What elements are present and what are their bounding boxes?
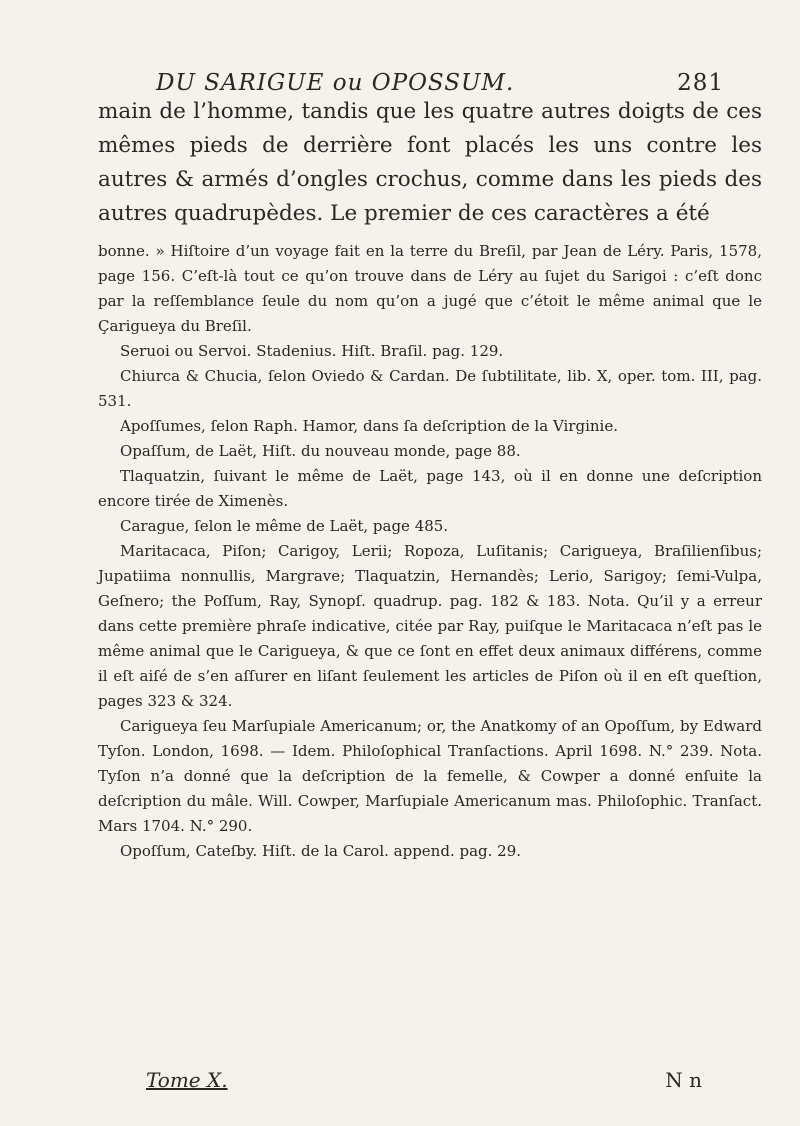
- page-body: [98, 95, 762, 864]
- lead-paragraph: main de l’homme, tandis que les quatre autres doigts de ces mêmes pieds de derrière font placés les uns contre les autres & armés d’ongles crochus, comme dans les pieds des autres quadrupèdes. Le premier de ces caractères a été: [98, 99, 762, 226]
- signature-mark: N n: [665, 1068, 702, 1092]
- volume-label: Tome X.: [146, 1068, 228, 1092]
- footnotes: [98, 239, 762, 864]
- note-paragraph: Tlaquatzin, ſuivant le même de Laët, page 143, où il en donne une deſcription encore tirée de Ximenès.: [98, 467, 762, 510]
- note-paragraph: Carague, ſelon le même de Laët, page 485.: [120, 517, 449, 535]
- note-paragraph: Opaſſum, de Laët, Hiſt. du nouveau monde, page 88.: [120, 442, 521, 460]
- note-paragraph: Chiurca & Chucia, ſelon Oviedo & Cardan. De ſubtilitate, lib. X, oper. tom. III, pag. 531.: [98, 367, 762, 410]
- note-paragraph: Carigueya ſeu Marſupiale Americanum; or, the Anatkomy of an Opoſſum, by Edward Tyſon. London, 1698. — Idem. Philoſophical Tranſactions. April 1698. N.° 239. Nota. Tyſon n’a donné que la deſcription de la femelle, & Cowper a donné enſuite la deſcription du mâle. Will. Cowper, Marſupiale Americanum mas. Philoſophic. Tranſact. Mars 1704. N.° 290.: [98, 717, 762, 835]
- note-paragraph: Apoſſumes, ſelon Raph. Hamor, dans ſa deſcription de la Virginie.: [120, 417, 618, 435]
- note-paragraph: bonne. » Hiſtoire d’un voyage fait en la terre du Breſil, par Jean de Léry. Paris, 1578, page 156. C’eſt-là tout ce qu’on trouve dans de Léry au ſujet du Sarigoi : c’eſt donc par la reſſemblance ſeule du nom qu’on a jugé que c’étoit le même animal que le Çarigueya du Breſil.: [98, 242, 762, 335]
- running-title: DU SARIGUE ou OPOSSUM.: [156, 70, 515, 96]
- note-paragraph: Maritacaca, Piſon; Carigoy, Lerii; Ropoza, Luſitanis; Carigueya, Braſilienſibus; Jupatiima nonnullis, Margrave; Tlaquatzin, Hernandès; Lerio, Sarigoy; ſemi-Vulpa, Geſnero; the Poſſum, Ray, Synopſ. quadrup. pag. 182 & 183. Nota. Qu’il y a erreur dans cette première phraſe indicative, citée par Ray, puiſque le Maritacaca n’eſt pas le même animal que le Carigueya, & que ce ſont en effet deux animaux différens, comme il eſt aiſé de s’en aſſurer en liſant ſeulement les articles de Piſon où il en eſt queſtion, pages 323 & 324.: [98, 542, 762, 710]
- page-footer: [146, 1068, 702, 1098]
- note-paragraph: Opoſſum, Cateſby. Hiſt. de la Carol. append. pag. 29.: [120, 842, 522, 860]
- note-paragraph: Seruoi ou Servoi. Stadenius. Hiſt. Braſil. pag. 129.: [120, 342, 504, 360]
- page-number: 281: [677, 70, 724, 96]
